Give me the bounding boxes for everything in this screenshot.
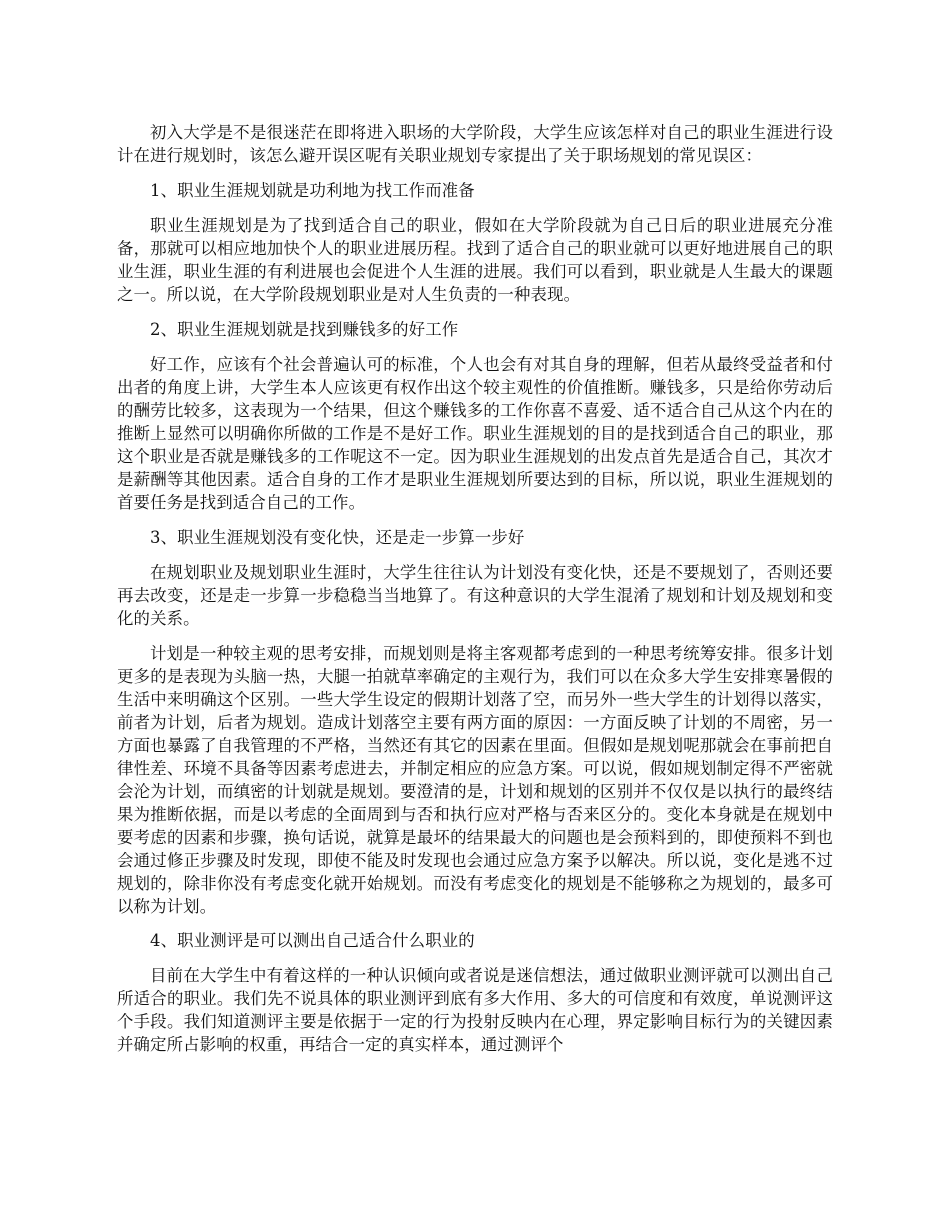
intro-paragraph: 初入大学是不是很迷茫在即将进入职场的大学阶段，大学生应该怎样对自己的职业生涯进行设计在进行规划时，该怎么避开误区呢有关职业规划专家提出了关于职场规划的常见误区：	[117, 123, 833, 165]
body-paragraph-2: 好工作，应该有个社会普遍认可的标准，个人也会有对其自身的理解，但若从最终受益者和付出者的角度上讲，大学生本人应该更有权作出这个较主观性的价值推断。赚钱多，只是给你劳动后的酬劳比较多，这表现为一个结果，但这个赚钱多的工作你喜不喜爱、适不适合自己从这个内在的推断上显然可以明确你所做的工作是不是好工作。职业生涯规划的目的是找到适合自己的职业，那这个职业是否就是赚钱多的工作呢这不一定。因为职业生涯规划的出发点首先是适合自己，其次才是薪酬等其他因素。适合自身的工作才是职业生涯规划所要达到的目标，所以说，职业生涯规划的首要任务是找到适合自己的工作。	[117, 355, 833, 512]
body-paragraph-1: 职业生涯规划是为了找到适合自己的职业，假如在大学阶段就为自己日后的职业进展充分准备，那就可以相应地加快个人的职业进展历程。找到了适合自己的职业就可以更好地进展自己的职业生涯，职业生涯的有利进展也会促进个人生涯的进展。我们可以看到，职业就是人生最大的课题之一。所以说，在大学阶段规划职业是对人生负责的一种表现。	[117, 216, 833, 304]
section-heading-3: 3、职业生涯规划没有变化快，还是走一步算一步好	[150, 528, 525, 547]
body-paragraph-4: 目前在大学生中有着这样的一种认识倾向或者说是迷信想法，通过做职业测评就可以测出自己所适合的职业。我们先不说具体的职业测评到底有多大作用、多大的可信度和有效度，单说测评这个手段。我们知道测评主要是依据于一定的行为投射反映内在心理，界定影响目标行为的关键因素并确定所占影响的权重，再结合一定的真实样本，通过测评个	[117, 966, 833, 1054]
document-page	[117, 121, 833, 1068]
body-paragraph-3b: 计划是一种较主观的思考安排，而规划则是将主客观都考虑到的一种思考统筹安排。很多计划更多的是表现为头脑一热，大腿一拍就草率确定的主观行为，我们可以在众多大学生安排寒暑假的生活中来明确这个区别。一些大学生设定的假期计划落了空，而另外一些大学生的计划得以落实，前者为计划，后者为规划。造成计划落空主要有两方面的原因：一方面反映了计划的不周密，另一方面也暴露了自我管理的不严格，当然还有其它的因素在里面。但假如是规划呢那就会在事前把自律性差、环境不具备等因素考虑进去，并制定相应的应急方案。可以说，假如规划制定得不严密就会沦为计划，而缜密的计划就是规划。要澄清的是，计划和规划的区别并不仅仅是以执行的最终结果为推断依据，而是以考虑的全面周到与否和执行应对严格与否来区分的。变化本身就是在规划中要考虑的因素和步骤，换句话说，就算是最坏的结果最大的问题也是会预料到的，即使预料不到也会通过修正步骤及时发现，即使不能及时发现也会通过应急方案予以解决。所以说，变化是逃不过规划的，除非你没有考虑变化就开始规划。而没有考虑变化的规划是不能够称之为规划的，最多可以称为计划。	[117, 644, 833, 916]
body-paragraph-3a: 在规划职业及规划职业生涯时，大学生往往认为计划没有变化快，还是不要规划了，否则还要再去改变，还是走一步算一步稳稳当当地算了。有这种意识的大学生混淆了规划和计划及规划和变化的关系。	[117, 563, 833, 628]
section-heading-4: 4、职业测评是可以测出自己适合什么职业的	[150, 931, 475, 950]
section-heading-1: 1、职业生涯规划就是功利地为找工作而准备	[150, 181, 475, 200]
section-heading-2: 2、职业生涯规划就是找到赚钱多的好工作	[150, 320, 459, 339]
